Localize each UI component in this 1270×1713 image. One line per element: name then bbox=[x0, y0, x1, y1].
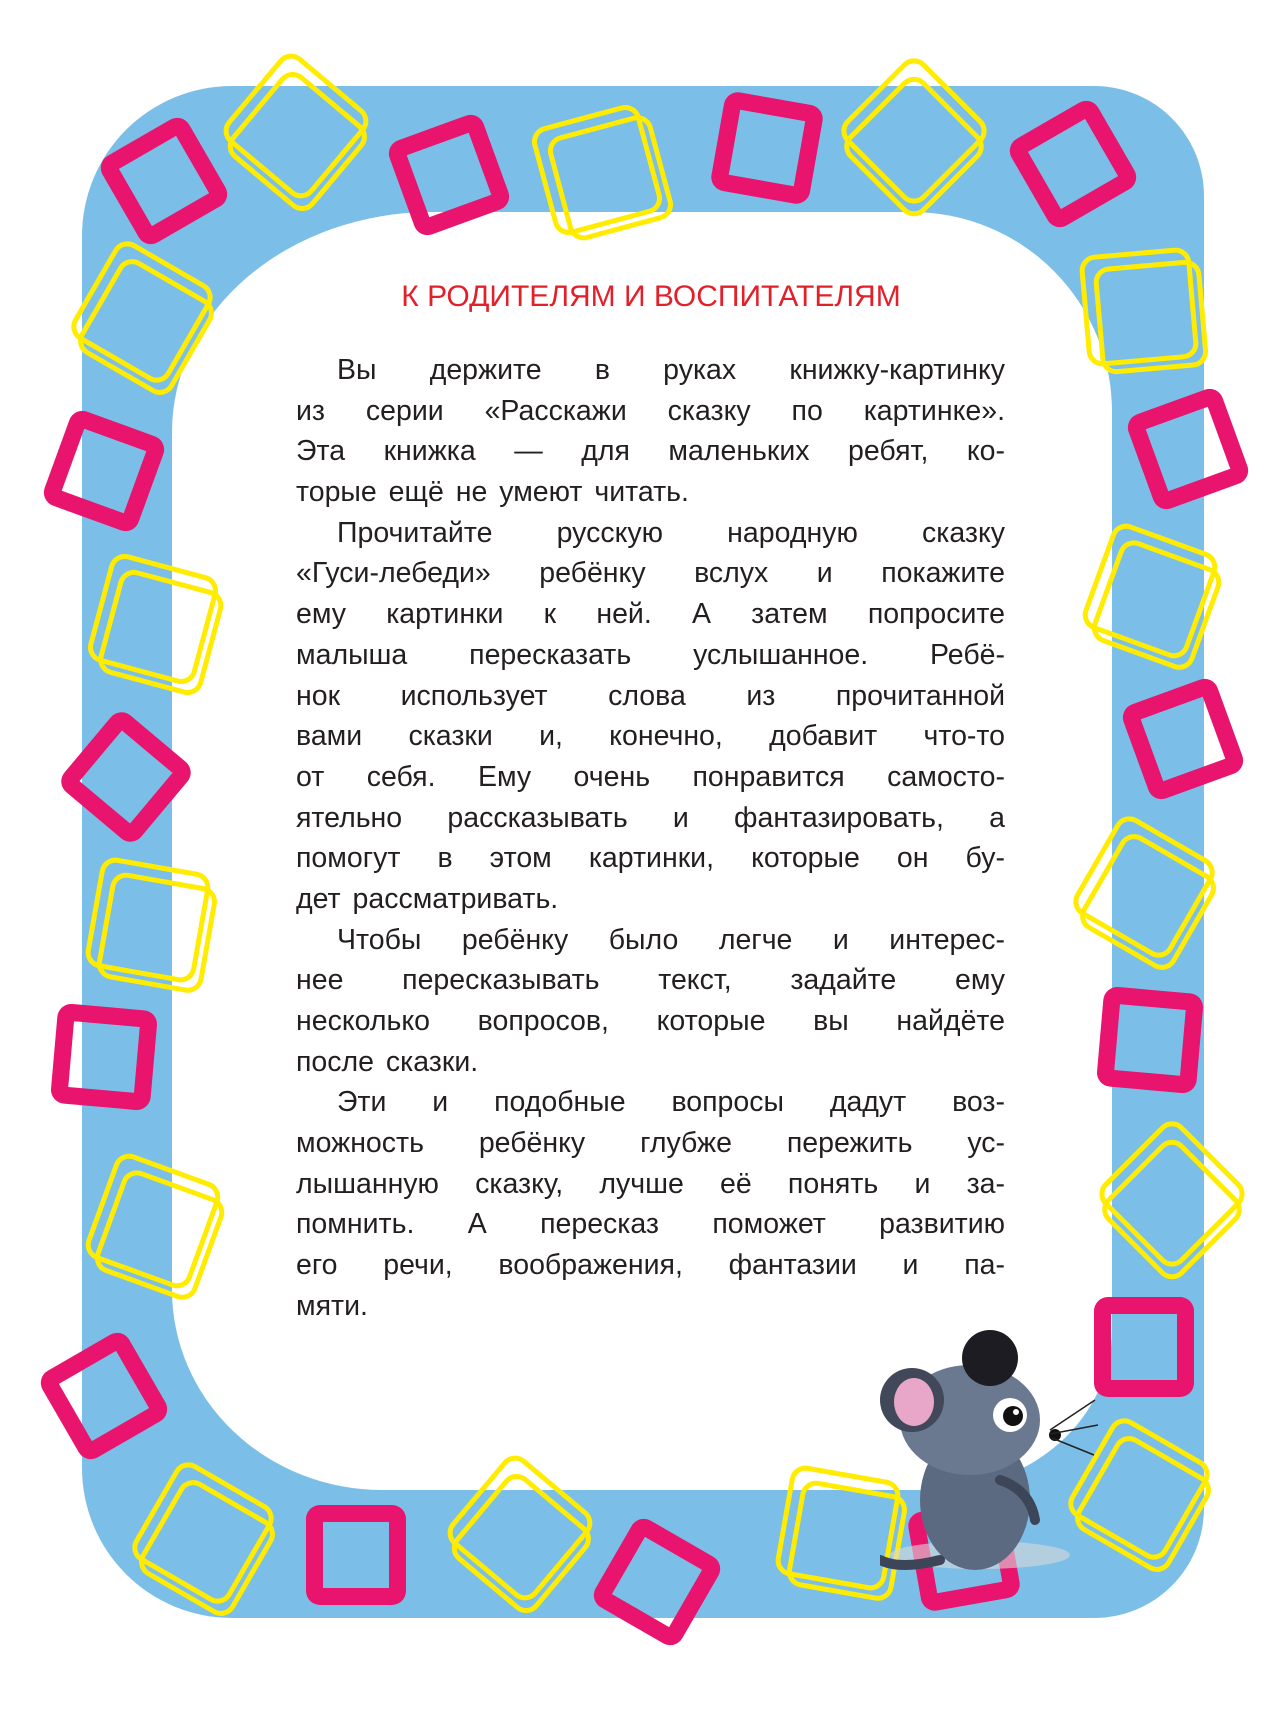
text-line: несколько вопросов, которые вы найдёте bbox=[296, 1005, 1005, 1037]
text-line: нок использует слова из прочитанной bbox=[296, 679, 1005, 712]
text-line: после сказки. bbox=[296, 1045, 479, 1078]
body-text bbox=[296, 350, 1005, 1327]
mouse-illustration bbox=[880, 1330, 1100, 1600]
text-line: торые ещё не умеют читать. bbox=[296, 476, 689, 509]
text-line: можность ребёнку глубже пережить ус- bbox=[296, 1127, 1005, 1160]
text-line: вами сказки и, конечно, добавит что-то bbox=[296, 720, 1005, 753]
text-line: помогут в этом картинки, которые он бу- bbox=[296, 842, 1005, 875]
text-line: ятельно рассказывать и фантазировать, а bbox=[296, 801, 1005, 834]
text-line: из серии «Расскажи сказку по картинке». bbox=[296, 394, 1005, 427]
text-line: лышанную сказку, лучше её понять и за- bbox=[296, 1167, 1005, 1200]
text-line: нее пересказывать текст, задайте ему bbox=[296, 964, 1005, 997]
text-line: его речи, воображения, фантазии и па- bbox=[296, 1249, 1005, 1282]
text-line: Эта книжка — для маленьких ребят, ко- bbox=[296, 435, 1005, 468]
page-title: К РОДИТЕЛЯМ И ВОСПИТАТЕЛЯМ bbox=[401, 280, 901, 313]
text-line: дет рассматривать. bbox=[296, 882, 559, 915]
text-line: ему картинки к ней. А затем попросите bbox=[296, 598, 1005, 631]
text-line: Чтобы ребёнку было легче и интерес- bbox=[337, 923, 1005, 956]
text-line: от себя. Ему очень понравится самосто- bbox=[296, 760, 1005, 793]
text-line: Прочитайте русскую народную сказку bbox=[337, 516, 1005, 549]
text-line: малыша пересказать услышанное. Ребё- bbox=[296, 638, 1005, 671]
text-line: мяти. bbox=[296, 1289, 368, 1322]
text-line: помнить. А пересказ поможет развитию bbox=[296, 1208, 1005, 1241]
text-line: «Гуси-лебеди» ребёнку вслух и покажите bbox=[296, 557, 1005, 590]
text-line: Вы держите в руках книжку-картинку bbox=[337, 354, 1005, 386]
text-line: Эти и подобные вопросы дадут воз- bbox=[337, 1086, 1005, 1119]
